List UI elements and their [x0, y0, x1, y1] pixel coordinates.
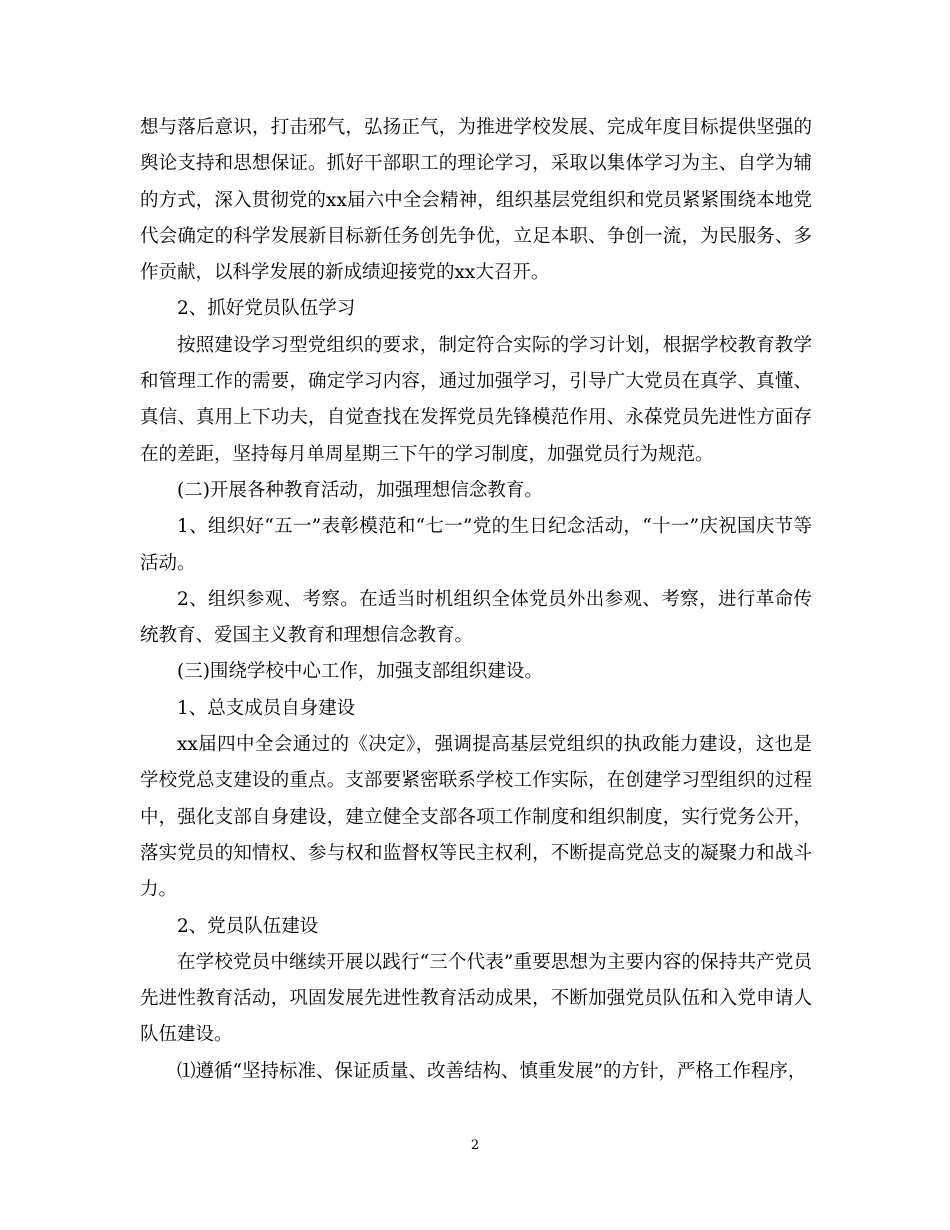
paragraph-heading: (三)围绕学校中心工作，加强支部组织建设。 [177, 661, 543, 683]
paragraph: 想与落后意识，打击邪气，弘扬正气，为推进学校发展、完成年度目标提供坚强的舆论支持和思想保证。抓好干部职工的理论学习，采取以集体学习为主、自学为辅的方式，深入贯彻党的xx届六中全会精神，组织基层党组织和党员紧紧围绕本地党代会确定的科学发展新目标新任务创先争优，立足本职、争创一流，为民服务、多作贡献，以科学发展的新成绩迎接党的xx大召开。 [140, 117, 812, 284]
paragraph: 按照建设学习型党组织的要求，制定符合实际的学习计划，根据学校教育教学和管理工作的需要，确定学习内容，通过加强学习，引导广大党员在真学、真懂、真信、真用上下功夫，自觉查找在发挥党员先锋模范作用、永葆党员先进性方面存在的差距，坚持每月单周星期三下午的学习制度，加强党员行为规范。 [140, 334, 812, 465]
paragraph: 在学校党员中继续开展以践行“三个代表”重要思想为主要内容的保持共产党员先进性教育活动，巩固发展先进性教育活动成果，不断加强党员队伍和入党申请人队伍建设。 [140, 951, 812, 1046]
paragraph-heading: 2、抓好党员队伍学习 [177, 298, 356, 320]
paragraph-heading: (二)开展各种教育活动，加强理想信念教育。 [177, 479, 543, 501]
paragraph: ⑴遵循“坚持标准、保证质量、改善结构、慎重发展”的方针，严格工作程序， [177, 1060, 807, 1082]
paragraph-heading: 2、党员队伍建设 [177, 915, 319, 937]
paragraph: 1、组织好“五一”表彰模范和“七一”党的生日纪念活动，“十一”庆祝国庆节等活动。 [140, 516, 812, 574]
document-body [140, 110, 812, 1090]
paragraph: xx届四中全会通过的《决定》，强调提高基层党组织的执政能力建设，这也是学校党总支建设的重点。支部要紧密联系学校工作实际，在创建学习型组织的过程中，强化支部自身建设，建立健全支部各项工作制度和组织制度，实行党务公开，落实党员的知情权、参与权和监督权等民主权利，不断提高党总支的凝聚力和战斗力。 [140, 734, 812, 901]
paragraph: 2、组织参观、考察。在适当时机组织全体党员外出参观、考察，进行革命传统教育、爱国主义教育和理想信念教育。 [140, 588, 812, 647]
page-number: 2 [470, 1138, 480, 1153]
paragraph-heading: 1、总支成员自身建设 [177, 697, 356, 719]
